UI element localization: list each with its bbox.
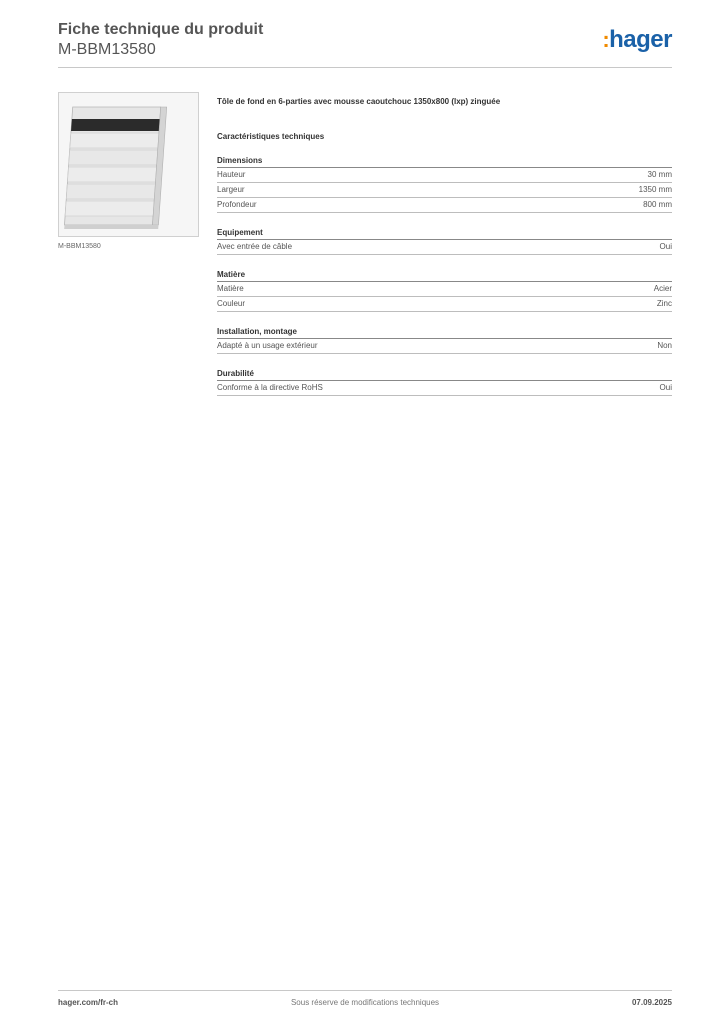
spec-sections [217, 156, 672, 396]
spec-row [217, 198, 672, 213]
footer-divider [58, 990, 672, 991]
header-divider [58, 67, 672, 68]
spec-label: Avec entrée de câble [217, 242, 293, 251]
spec-label: Hauteur [217, 170, 246, 179]
section-title: Matière [217, 270, 672, 282]
spec-section [217, 369, 672, 396]
product-reference: M-BBM13580 [58, 41, 156, 58]
spec-section [217, 327, 672, 354]
spec-row [217, 339, 672, 354]
product-description: Tôle de fond en 6-parties avec mousse caoutchouc 1350x800 (lxp) zinguée [217, 97, 501, 106]
spec-value: 30 mm [647, 170, 672, 179]
spec-value: Oui [659, 242, 672, 251]
spec-value: Acier [653, 284, 672, 293]
section-title: Installation, montage [217, 327, 672, 339]
spec-section [217, 228, 672, 255]
logo-dot: : [602, 27, 610, 52]
back-plate-illustration [59, 93, 198, 236]
spec-row [217, 297, 672, 312]
spec-row [217, 282, 672, 297]
footer-website: hager.com/fr-ch [58, 998, 119, 1007]
image-caption: M-BBM13580 [58, 243, 101, 250]
spec-section [217, 156, 672, 213]
product-details [217, 96, 672, 396]
characteristics-heading: Caractéristiques techniques [217, 132, 325, 141]
spec-row [217, 240, 672, 255]
document-title: Fiche technique du produit [58, 21, 264, 38]
spec-label: Matière [217, 284, 244, 293]
footer-disclaimer: Sous réserve de modifications techniques [290, 998, 440, 1007]
section-title: Equipement [217, 228, 672, 240]
spec-label: Couleur [217, 299, 246, 308]
section-title: Durabilité [217, 369, 672, 381]
spec-row [217, 381, 672, 396]
spec-value: Zinc [656, 299, 672, 308]
spec-value: Non [657, 341, 672, 350]
spec-row [217, 183, 672, 198]
section-title: Dimensions [217, 156, 672, 168]
spec-value: 1350 mm [638, 185, 672, 194]
spec-label: Adapté à un usage extérieur [217, 341, 318, 350]
product-image [58, 92, 199, 237]
spec-section [217, 270, 672, 312]
spec-label: Conforme à la directive RoHS [217, 383, 323, 392]
hager-logo [602, 26, 672, 54]
spec-label: Largeur [217, 185, 245, 194]
page-header [58, 20, 672, 60]
spec-value: Oui [659, 383, 672, 392]
spec-row [217, 168, 672, 183]
footer-date: 07.09.2025 [631, 998, 672, 1007]
spec-label: Profondeur [217, 200, 257, 209]
spec-value: 800 mm [643, 200, 672, 209]
logo-text: hager [609, 26, 672, 53]
